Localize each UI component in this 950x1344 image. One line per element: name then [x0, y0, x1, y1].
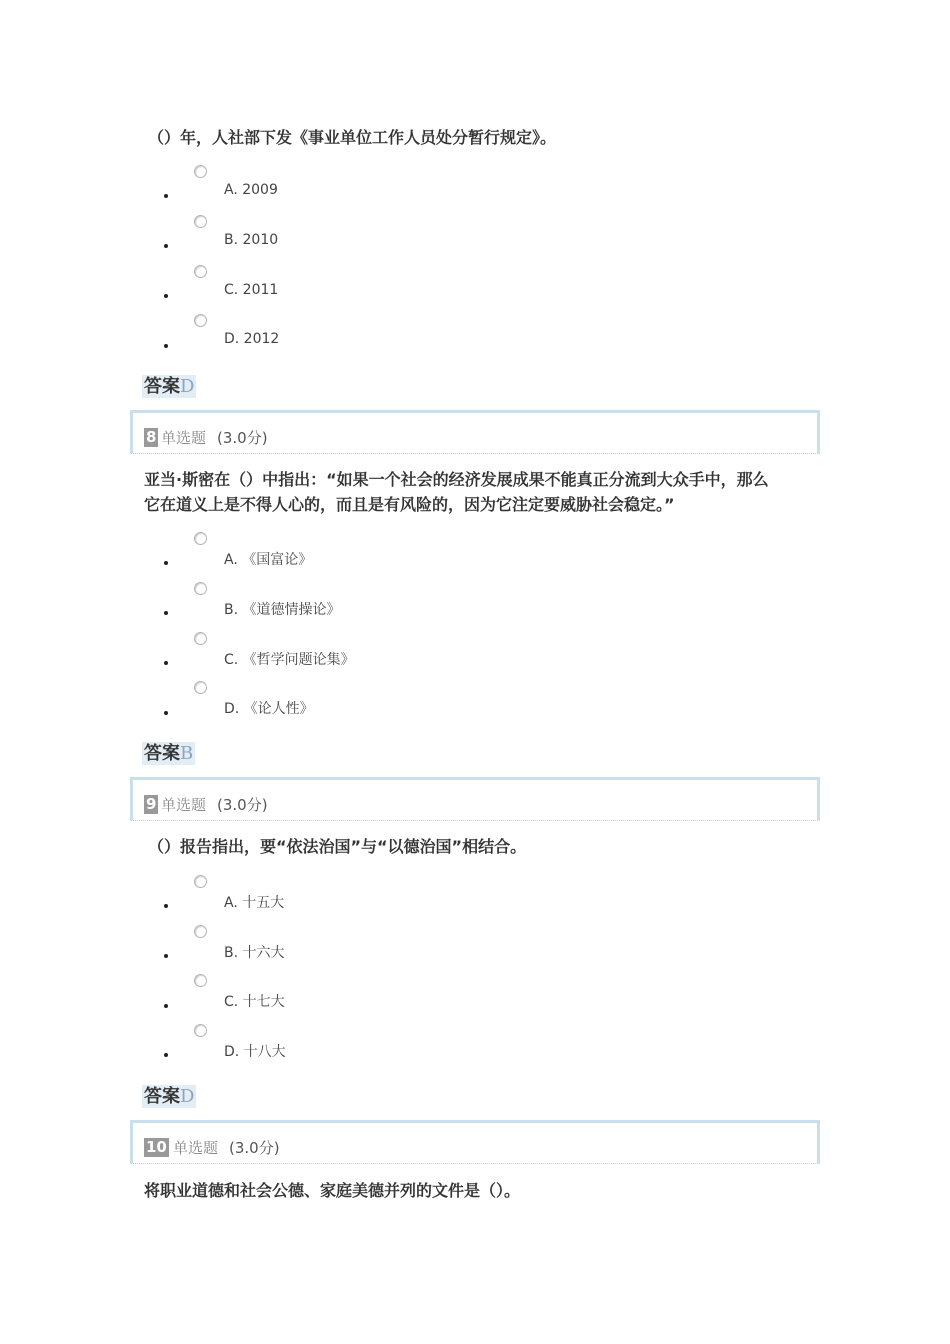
option-bullet: [164, 294, 168, 298]
question-8-text-line-1: 亚当·斯密在（）中指出：“如果一个社会的经济发展成果不能真正分流到大众手中，那么: [144, 470, 769, 489]
radio-option-d[interactable]: [194, 1024, 207, 1037]
answer-block: [142, 375, 196, 398]
option-d-label: D. 《论人性》: [224, 701, 314, 717]
option-bullet: [164, 661, 168, 665]
answer-label: 答案: [144, 1086, 180, 1107]
question-type: 单选题: [161, 796, 207, 814]
radio-option-c[interactable]: [194, 632, 207, 645]
question-score: (3.0分): [229, 1139, 280, 1157]
option-bullet: [164, 611, 168, 615]
option-d-label: D. 2012: [224, 331, 280, 347]
question-8-header: [130, 410, 820, 454]
radio-option-a[interactable]: [194, 875, 207, 888]
question-10-text: 将职业道德和社会公德、家庭美德并列的文件是（）。: [144, 1181, 521, 1200]
question-score: (3.0分): [217, 429, 268, 447]
question-type: 单选题: [161, 429, 207, 447]
radio-option-b[interactable]: [194, 215, 207, 228]
question-score: (3.0分): [217, 796, 268, 814]
question-number: 8: [146, 428, 157, 446]
question-number: 10: [146, 1138, 167, 1156]
answer-value: B: [180, 743, 194, 764]
option-c-label: C. 十七大: [224, 994, 285, 1010]
question-type: 单选题: [173, 1139, 219, 1157]
option-bullet: [164, 1053, 168, 1057]
question-9-text: （）报告指出，要“依法治国”与“以德治国”相结合。: [148, 837, 527, 856]
option-a-label: A. 十五大: [224, 895, 285, 911]
radio-option-a[interactable]: [194, 165, 207, 178]
question-7-text: （）年，人社部下发《事业单位工作人员处分暂行规定》。: [148, 128, 557, 147]
answer-value: D: [180, 1086, 195, 1107]
option-bullet: [164, 244, 168, 248]
radio-option-a[interactable]: [194, 532, 207, 545]
radio-option-d[interactable]: [194, 681, 207, 694]
option-bullet: [164, 954, 168, 958]
option-c-label: C. 《哲学问题论集》: [224, 652, 355, 668]
option-a-label: A. 《国富论》: [224, 552, 313, 568]
option-a-label: A. 2009: [224, 182, 278, 198]
option-bullet: [164, 344, 168, 348]
option-b-label: B. 十六大: [224, 945, 285, 961]
radio-option-c[interactable]: [194, 265, 207, 278]
question-8-text-line-2: 它在道义上是不得人心的，而且是有风险的，因为它注定要威胁社会稳定。”: [144, 495, 675, 514]
answer-block: [142, 1085, 196, 1108]
option-bullet: [164, 561, 168, 565]
answer-label: 答案: [144, 376, 180, 397]
answer-value: D: [180, 376, 195, 397]
question-9-header: [130, 777, 820, 821]
option-bullet: [164, 904, 168, 908]
option-bullet: [164, 711, 168, 715]
answer-block: [142, 742, 195, 765]
option-c-label: C. 2011: [224, 282, 279, 298]
radio-option-b[interactable]: [194, 925, 207, 938]
question-number: 9: [146, 795, 157, 813]
answer-label: 答案: [144, 743, 180, 764]
option-bullet: [164, 194, 168, 198]
option-b-label: B. 2010: [224, 232, 279, 248]
radio-option-b[interactable]: [194, 582, 207, 595]
option-d-label: D. 十八大: [224, 1044, 286, 1060]
option-b-label: B. 《道德情操论》: [224, 602, 341, 618]
option-bullet: [164, 1004, 168, 1008]
radio-option-d[interactable]: [194, 314, 207, 327]
radio-option-c[interactable]: [194, 974, 207, 987]
question-10-header: [130, 1120, 820, 1164]
